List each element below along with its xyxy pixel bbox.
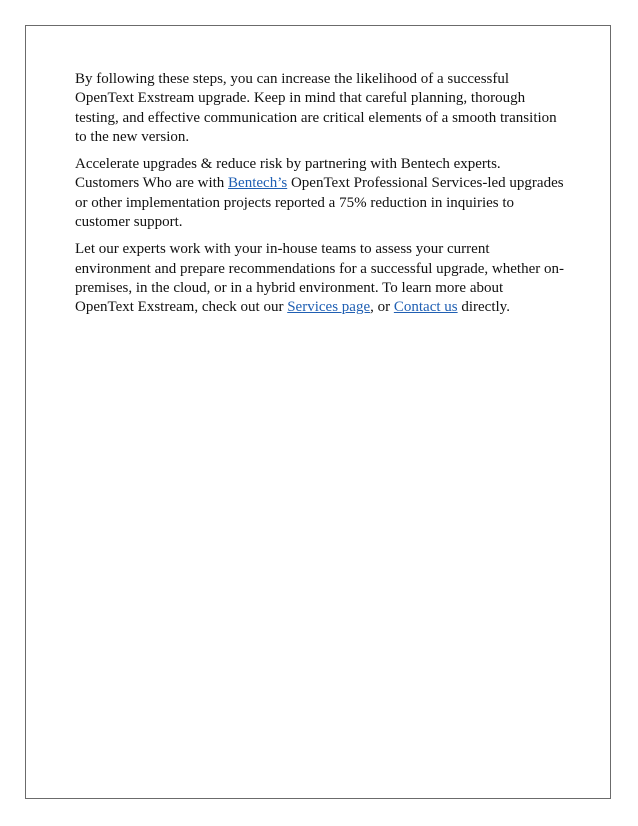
paragraph-upgrade-steps [75,70,565,147]
contact-us-link[interactable]: Contact us [393,299,458,316]
paragraph-text-start: Let our experts work with your in-house teams to assess your current environment and prepare recommendations for a successful upgrade, whether on-premises, in the cloud, or in a hybrid environment. To learn more about OpenText Exstream, check out our [75,241,564,316]
paragraph-text-end: directly. [457,299,510,316]
bentech-link[interactable]: Bentech’s [228,175,288,192]
services-page-link[interactable]: Services page [287,299,371,316]
paragraph-experts [75,240,565,317]
paragraph-text-start: Accelerate upgrades & reduce risk by partnering with Bentech experts. Customers Who are with [75,156,501,192]
paragraph-text-middle: , or [370,299,394,316]
paragraph-text: By following these steps, you can increase the likelihood of a successful OpenText Exstream upgrade. Keep in mind that careful planning, thorough testing, and effective communication are critical elements of a smooth transition to the new version. [75,71,557,145]
document-body [75,70,565,326]
paragraph-text-end: OpenText Professional Services-led upgrades or other implementation projects reported a 75% reduction in inquiries to customer support. [75,175,564,231]
paragraph-partnering [75,155,565,232]
